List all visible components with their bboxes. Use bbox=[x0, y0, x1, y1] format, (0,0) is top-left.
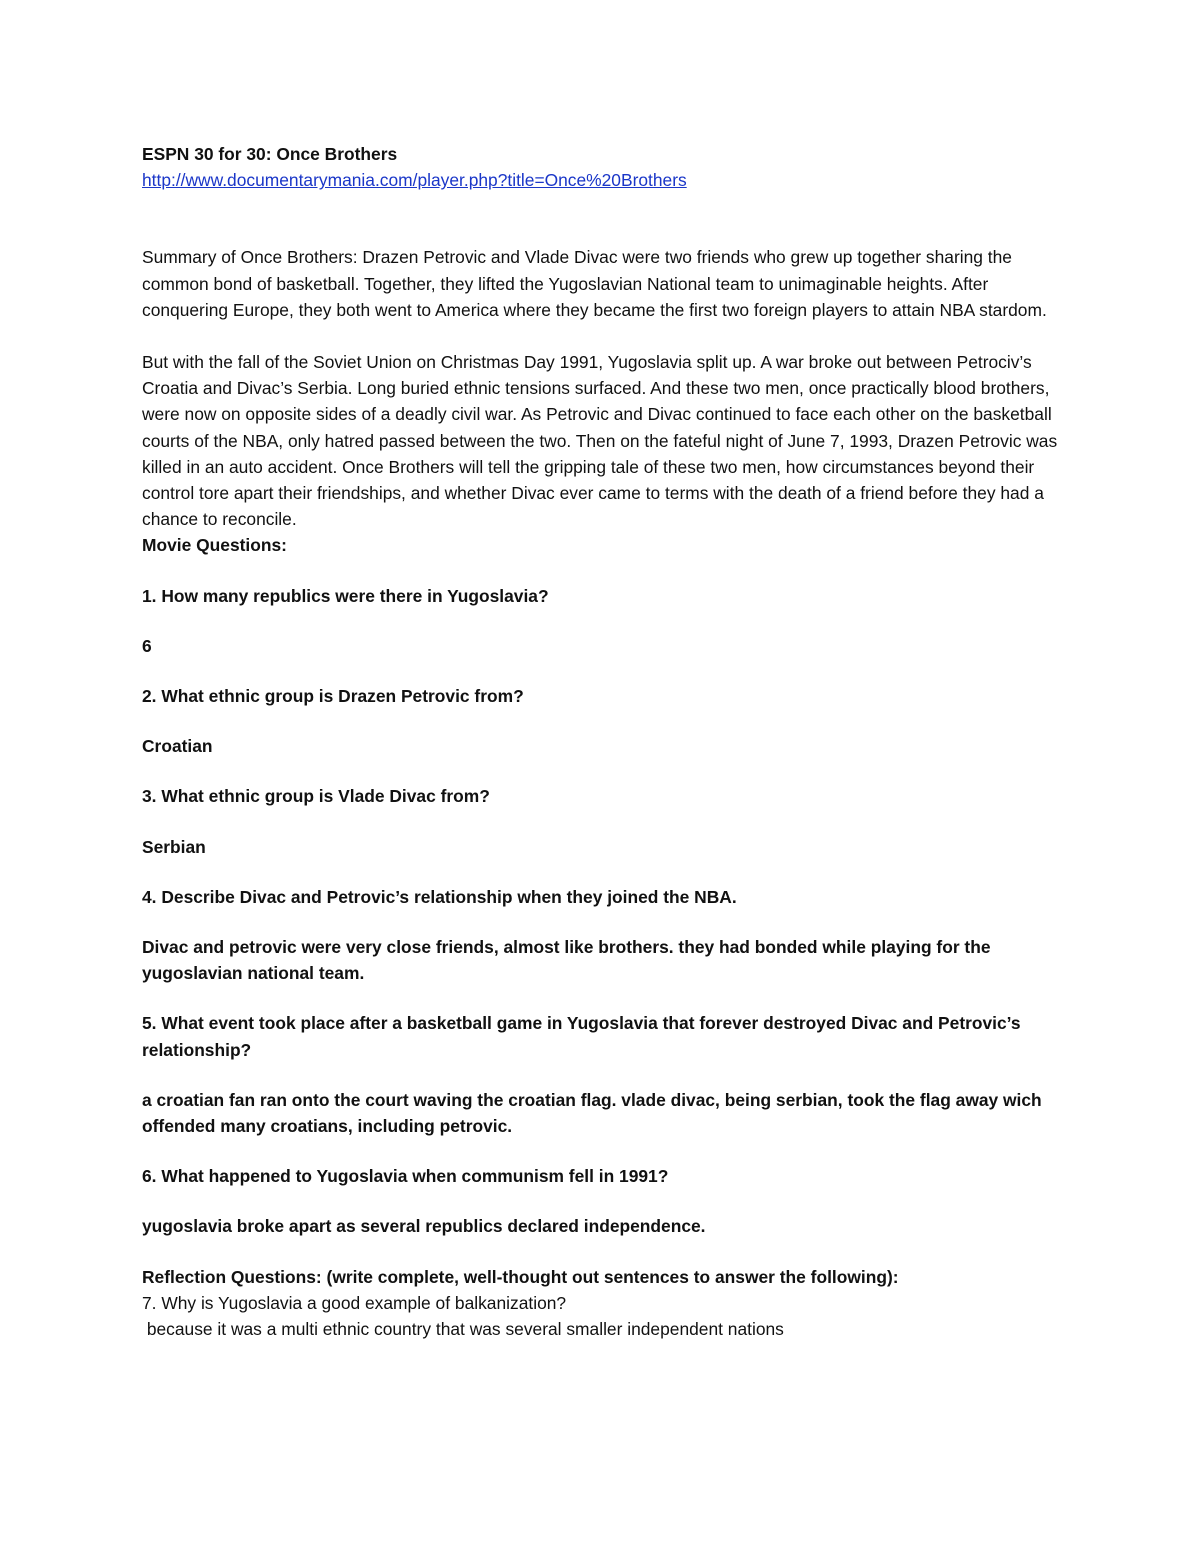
question-2: 2. What ethnic group is Drazen Petrovic from? bbox=[142, 686, 524, 707]
answer-3: Serbian bbox=[142, 836, 206, 857]
answer-5: a croatian fan ran onto the court waving the croatian flag. vlade divac, being serbian, took the flag away wich offended many croatians, including petrovic. bbox=[142, 1089, 1042, 1137]
reflection-questions-heading: Reflection Questions: (write complete, well-thought out sentences to answer the following): bbox=[142, 1266, 899, 1287]
answer-1: 6 bbox=[142, 635, 152, 656]
answer-2: Croatian bbox=[142, 736, 213, 757]
movie-questions-heading: Movie Questions: bbox=[142, 535, 287, 556]
question-6: 6. What happened to Yugoslavia when communism fell in 1991? bbox=[142, 1166, 669, 1187]
background-paragraph: But with the fall of the Soviet Union on Christmas Day 1991, Yugoslavia split up. A war broke out between Petrociv’s Croatia and Divac’s Serbia. Long buried ethnic tensions surfaced. And these two men, once practically blood brothers, were now on opposite sides of a deadly civil war. As Petrovic and Divac continued to face each other on the basketball courts of the NBA, only hatred passed between the two. Then on the fateful night of June 7, 1993, Drazen Petrovic was killed in an auto accident. Once Brothers will tell the gripping tale of these two men, how circumstances beyond their control tore apart their friendships, and whether Divac ever came to terms with the death of a friend before they had a chance to reconcile. bbox=[142, 352, 1058, 530]
answer-7: because it was a multi ethnic country that was several smaller independent nations bbox=[142, 1319, 784, 1340]
document-title: ESPN 30 for 30: Once Brothers bbox=[142, 144, 398, 164]
question-5: 5. What event took place after a basketball game in Yugoslavia that forever destroyed Divac and Petrovic’s relationship? bbox=[142, 1013, 1021, 1060]
document-body bbox=[142, 141, 1067, 1342]
answer-4: Divac and petrovic were very close friends, almost like brothers. they had bonded while playing for the yugoslavian national team. bbox=[142, 937, 991, 984]
question-3: 3. What ethnic group is Vlade Divac from? bbox=[142, 786, 490, 807]
summary-paragraph: Summary of Once Brothers: Drazen Petrovic and Vlade Divac were two friends who grew up together sharing the common bond of basketball. Together, they lifted the Yugoslavian National team to unimaginable heights. After conquering Europe, they both went to America where they became the first two foreign players to attain NBA stardom. bbox=[142, 247, 1047, 320]
answer-6: yugoslavia broke apart as several republics declared independence. bbox=[142, 1216, 706, 1237]
question-1: 1. How many republics were there in Yugoslavia? bbox=[142, 585, 549, 606]
question-4: 4. Describe Divac and Petrovic’s relationship when they joined the NBA. bbox=[142, 886, 737, 907]
question-7: 7. Why is Yugoslavia a good example of balkanization? bbox=[142, 1292, 567, 1313]
documentary-link[interactable]: http://www.documentarymania.com/player.php?title=Once%20Brothers bbox=[142, 170, 687, 191]
